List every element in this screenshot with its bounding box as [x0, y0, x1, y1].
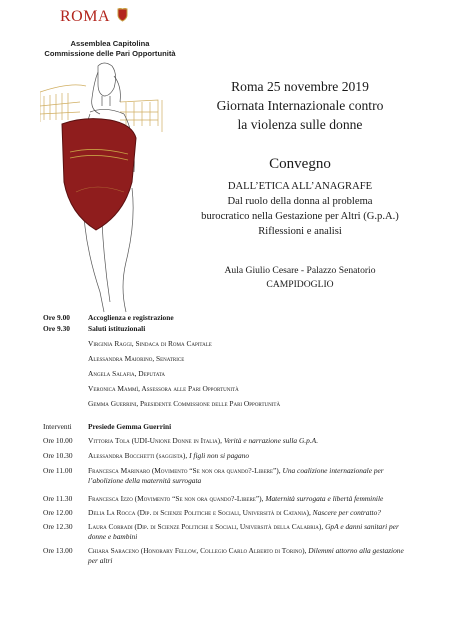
- talk-speaker: Alessandra Bocchetti (saggista),: [88, 451, 188, 460]
- talk-time: Ore 10.00: [43, 436, 73, 445]
- greeting-item: Virginia Raggi, Sindaca di Roma Capitale: [88, 339, 212, 348]
- chair-line: Presiede Gemma Guerrini: [88, 422, 172, 431]
- venue-line-1: Aula Giulio Cesare - Palazzo Senatorio: [224, 265, 376, 276]
- talk-item: [88, 494, 408, 504]
- talk-time: Ore 13.00: [43, 546, 73, 555]
- talk-item: [88, 522, 408, 542]
- subtitle-1: DALL’ETICA ALL’ANAGRAFE: [227, 181, 373, 192]
- talk-title: Verità e narrazione sulla G.p.A.: [223, 436, 319, 445]
- talk-title: Maternità surrogata e libertà femminile: [265, 494, 384, 503]
- talk-title: GpA e danni sanitari per donne e bambini: [88, 522, 399, 541]
- event-title-line-2: la violenza sulle donne: [237, 117, 363, 132]
- assembly-line-2: Commissione delle Pari Opportunità: [44, 49, 176, 58]
- subtitle-4: Riflessioni e analisi: [258, 226, 342, 237]
- program-time: Ore 9.00: [43, 313, 70, 322]
- talk-title: Una coalizione internazionale per l’abolizione della maternità surrogata: [88, 466, 384, 485]
- talk-title: I figli non si pagano: [189, 451, 250, 460]
- convegno-heading: Convegno: [269, 156, 331, 172]
- talk-time: Ore 10.30: [43, 451, 73, 460]
- subtitle-2: Dal ruolo della donna al problema: [227, 196, 373, 207]
- talk-time: Ore 12.00: [43, 508, 73, 517]
- talk-time: Ore 11.00: [43, 466, 73, 475]
- talk-speaker: Delia La Rocca (Dip. di Scienze Politiche e Sociali, Università di Catania),: [88, 508, 311, 517]
- talk-speaker: Francesca Izzo (Movimento “Se non ora quando?-Libere”),: [88, 494, 264, 503]
- program-item: Saluti istituzionali: [88, 324, 146, 333]
- talk-time: Ore 12.30: [43, 522, 73, 531]
- greeting-item: Alessandra Maiorino, Senatrice: [88, 354, 185, 363]
- talk-title: Dilemmi attorno alla gestazione per altri: [88, 546, 404, 565]
- program-item: Accoglienza e registrazione: [88, 313, 174, 322]
- greeting-item: Gemma Guerrini, Presidente Commissione delle Pari Opportunità: [88, 399, 281, 408]
- talk-item: [88, 508, 408, 518]
- talk-item: [88, 546, 408, 566]
- talk-title: Nascere per contratto?: [312, 508, 381, 517]
- talk-item: [88, 466, 408, 486]
- roma-logo: ROMA: [60, 8, 111, 25]
- talk-speaker: Vittoria Tola (UDI-Unione Donne in Italia),: [88, 436, 222, 445]
- greeting-item: Angela Salafia, Deputata: [88, 369, 166, 378]
- talk-speaker: Laura Corradi (Dip. di Scienze Politiche e Sociali, Università della Calabria),: [88, 522, 324, 531]
- subtitle-3: burocratico nella Gestazione per Altri (G.p.A.): [201, 211, 399, 222]
- venue-line-2: CAMPIDOGLIO: [266, 279, 334, 290]
- assembly-line-1: Assemblea Capitolina: [70, 39, 150, 48]
- program-time: Ore 9.30: [43, 324, 70, 333]
- talk-speaker: Francesca Marinaro (Movimento “Se non ora quando?-Libere”),: [88, 466, 281, 475]
- greeting-item: Veronica Mammì, Assessora alle Pari Opportunità: [88, 384, 239, 393]
- talk-time: Ore 11.30: [43, 494, 73, 503]
- talk-item: [88, 451, 408, 461]
- interventi-label: Interventi: [43, 422, 72, 431]
- talk-item: [88, 436, 408, 446]
- talk-speaker: Chiara Saraceno (Honorary Fellow, Collegio Carlo Alberto di Torino),: [88, 546, 307, 555]
- event-date: Roma 25 novembre 2019: [231, 79, 369, 94]
- event-title-line-1: Giornata Internazionale contro: [216, 98, 384, 113]
